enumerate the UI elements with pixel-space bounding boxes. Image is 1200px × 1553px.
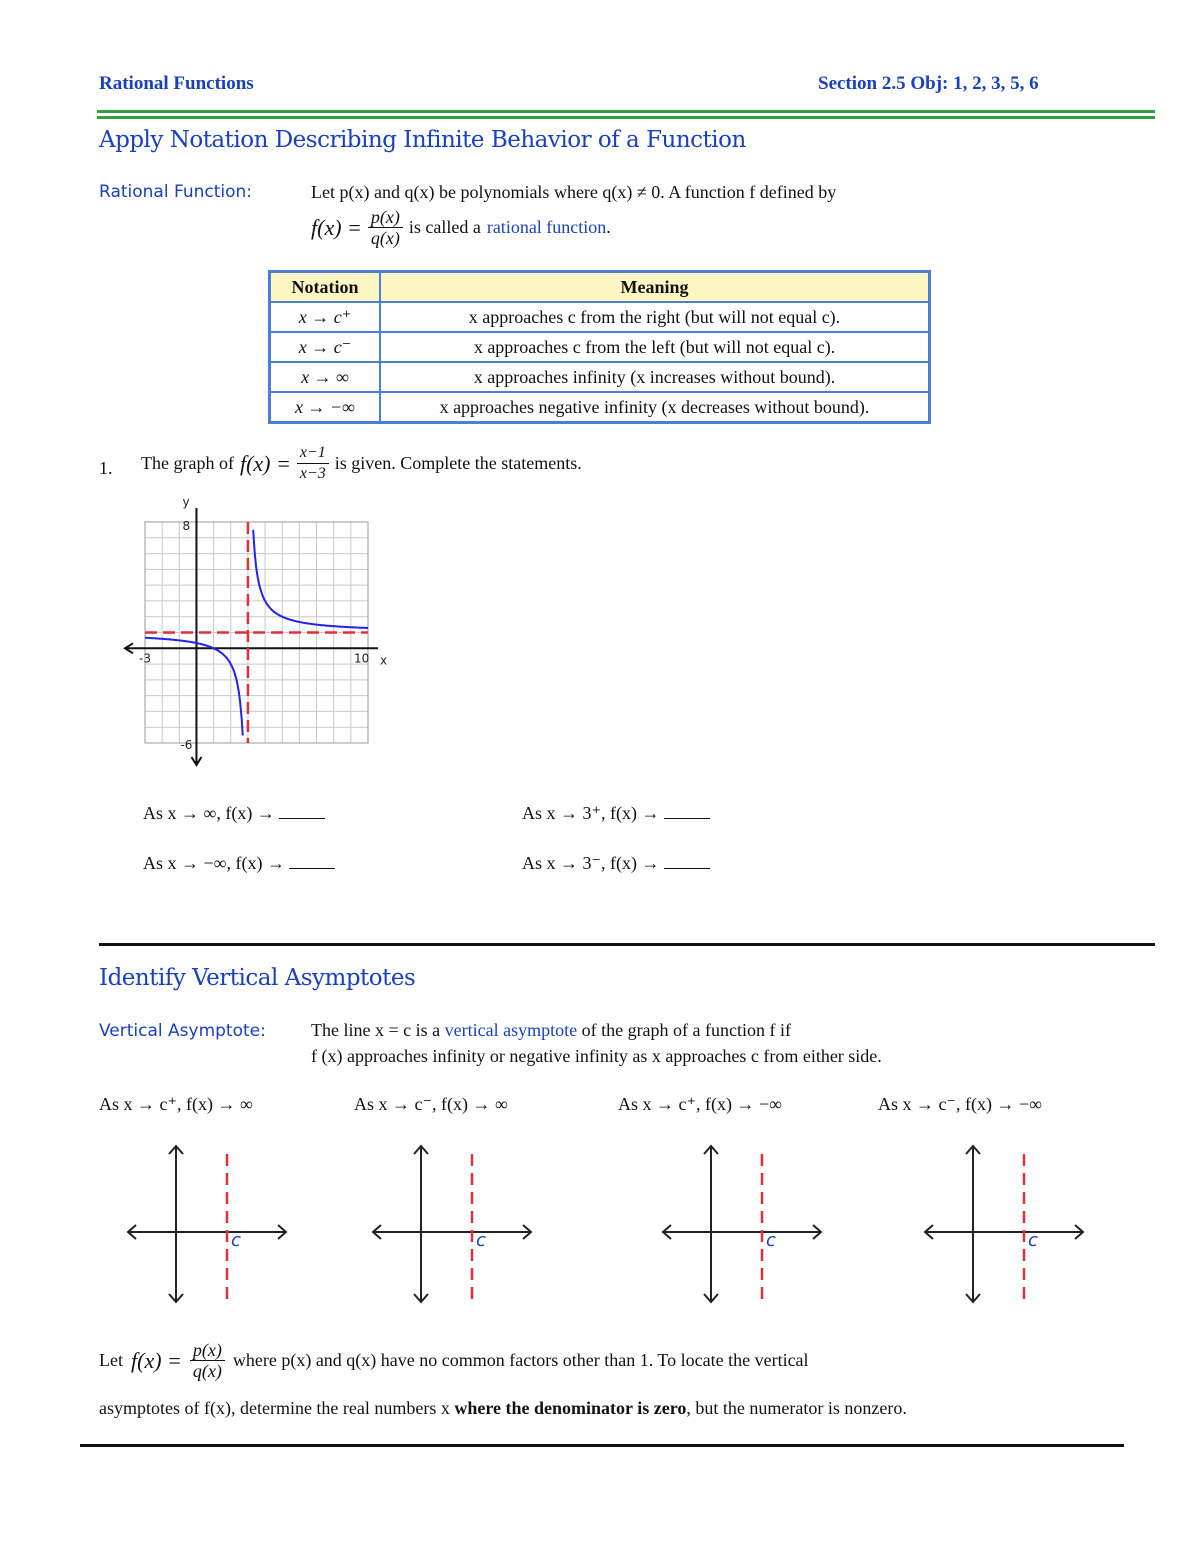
- c-label: c: [1028, 1230, 1038, 1251]
- statement-text: As x → 3⁻, f(x) →: [522, 853, 660, 873]
- fraction-numerator: x−1: [297, 443, 329, 464]
- problem-lead: The graph of: [141, 453, 234, 473]
- definition-end: .: [606, 217, 611, 237]
- fraction-denominator: q(x): [192, 1361, 222, 1381]
- va-definition-line2: f (x) approaches infinity or negative infinity as x approaches c from either side.: [311, 1046, 882, 1066]
- statement-1: [143, 803, 325, 824]
- asymptote-diagram: [653, 1140, 833, 1310]
- va-def-a: The line x = c is a: [311, 1020, 441, 1040]
- y-axis-label: y: [182, 495, 190, 509]
- table-cell: x → −∞: [270, 392, 381, 423]
- definition-mid: is called a: [408, 217, 481, 237]
- fraction-denominator: q(x): [370, 228, 400, 248]
- x-axis-label: x: [380, 653, 388, 668]
- fraction-denominator: x−3: [299, 465, 326, 482]
- case-label: As x → c⁻, f(x) → ∞: [354, 1094, 508, 1114]
- header-title: Rational Functions: [99, 73, 254, 94]
- statement-text: As x → 3⁺, f(x) →: [522, 803, 660, 823]
- table-cell: x approaches infinity (x increases without bound).: [380, 362, 930, 392]
- closing-text-c: , but the numerator is nonzero.: [686, 1398, 907, 1418]
- table-row: [270, 302, 930, 332]
- axes: [373, 1146, 531, 1302]
- definition-fraction: [368, 207, 403, 248]
- statement-3: [143, 853, 335, 874]
- definition-lhs: f(x) =: [311, 214, 362, 240]
- problem-lhs: f(x) =: [239, 450, 291, 476]
- va-keyword: vertical asymptote: [444, 1020, 578, 1040]
- curve-left-branch: [145, 638, 243, 736]
- case-label: As x → c⁺, f(x) → ∞: [99, 1094, 253, 1114]
- table-row: [270, 392, 930, 423]
- problem-statement: [141, 443, 582, 484]
- function-graph: [118, 488, 398, 773]
- table-header-row: [270, 272, 930, 303]
- table-header: Meaning: [380, 272, 930, 303]
- statement-text: As x → −∞, f(x) →: [143, 853, 285, 873]
- closing-line-2: [99, 1398, 907, 1419]
- closing-fraction: [190, 1340, 225, 1381]
- statement-text: As x → ∞, f(x) →: [143, 803, 275, 823]
- answer-blank[interactable]: [664, 854, 710, 869]
- table-header: Notation: [270, 272, 381, 303]
- problem-fraction: [297, 443, 329, 484]
- case-label: As x → c⁺, f(x) → −∞: [618, 1094, 782, 1114]
- va-def-b: of the graph of a function f if: [581, 1020, 792, 1040]
- statement-4: [522, 853, 710, 874]
- section-title: Identify Vertical Asymptotes: [99, 965, 416, 991]
- closing-line-1: [99, 1340, 809, 1381]
- va-definition: [311, 1020, 791, 1041]
- definition-term: Rational Function:: [99, 182, 252, 202]
- axes: [925, 1146, 1083, 1302]
- c-label: c: [766, 1230, 776, 1251]
- section-divider: [99, 943, 1155, 946]
- answer-blank[interactable]: [279, 804, 325, 819]
- table-cell: x approaches negative infinity (x decreases without bound).: [380, 392, 930, 423]
- c-label: c: [231, 1230, 241, 1251]
- notation-table: [268, 270, 931, 424]
- tick-label: -6: [180, 738, 193, 752]
- tick-label: 8: [182, 519, 191, 533]
- closing-bold: where the denominator is zero: [454, 1398, 687, 1418]
- tick-label: -3: [139, 651, 151, 666]
- closing-text-a: where p(x) and q(x) have no common factors other than 1. To locate the vertical: [232, 1350, 809, 1370]
- tick-label: 10: [354, 651, 370, 666]
- asymptote-diagram: [915, 1140, 1095, 1310]
- header-rule: [97, 110, 1155, 113]
- fraction-numerator: p(x): [368, 207, 403, 228]
- answer-blank[interactable]: [289, 854, 335, 869]
- definition-term: Vertical Asymptote:: [99, 1021, 266, 1041]
- bottom-rule: [80, 1444, 1124, 1447]
- c-label: c: [476, 1230, 486, 1251]
- header-rule-2: [97, 116, 1155, 119]
- axes: [128, 1146, 286, 1302]
- table-row: [270, 332, 930, 362]
- table-cell: x → c⁺: [270, 302, 381, 332]
- fraction-numerator: p(x): [190, 1340, 225, 1361]
- table-cell: x approaches c from the right (but will not equal c).: [380, 302, 930, 332]
- closing-lhs: f(x) =: [131, 1347, 182, 1373]
- table-cell: x approaches c from the left (but will not equal c).: [380, 332, 930, 362]
- answer-blank[interactable]: [664, 804, 710, 819]
- definition-text: Let p(x) and q(x) be polynomials where q(x) ≠ 0. A function f defined by: [311, 182, 837, 202]
- definition-keyword: rational function: [486, 217, 607, 237]
- case-label: As x → c⁻, f(x) → −∞: [878, 1094, 1042, 1114]
- statement-2: [522, 803, 710, 824]
- table-cell: x → ∞: [270, 362, 381, 392]
- header-section: Section 2.5 Obj: 1, 2, 3, 5, 6: [818, 73, 1039, 94]
- table-cell: x → c⁻: [270, 332, 381, 362]
- section-title: Apply Notation Describing Infinite Behavior of a Function: [99, 127, 746, 153]
- axes: [663, 1146, 821, 1302]
- table-row: [270, 362, 930, 392]
- problem-number: 1.: [99, 458, 113, 478]
- closing-let: Let: [99, 1350, 123, 1370]
- asymptote-diagram: [363, 1140, 543, 1310]
- rational-definition: [311, 207, 611, 248]
- problem-tail: is given. Complete the statements.: [334, 453, 582, 473]
- closing-text-b: asymptotes of f(x), determine the real numbers x: [99, 1398, 450, 1418]
- asymptote-diagram: [118, 1140, 298, 1310]
